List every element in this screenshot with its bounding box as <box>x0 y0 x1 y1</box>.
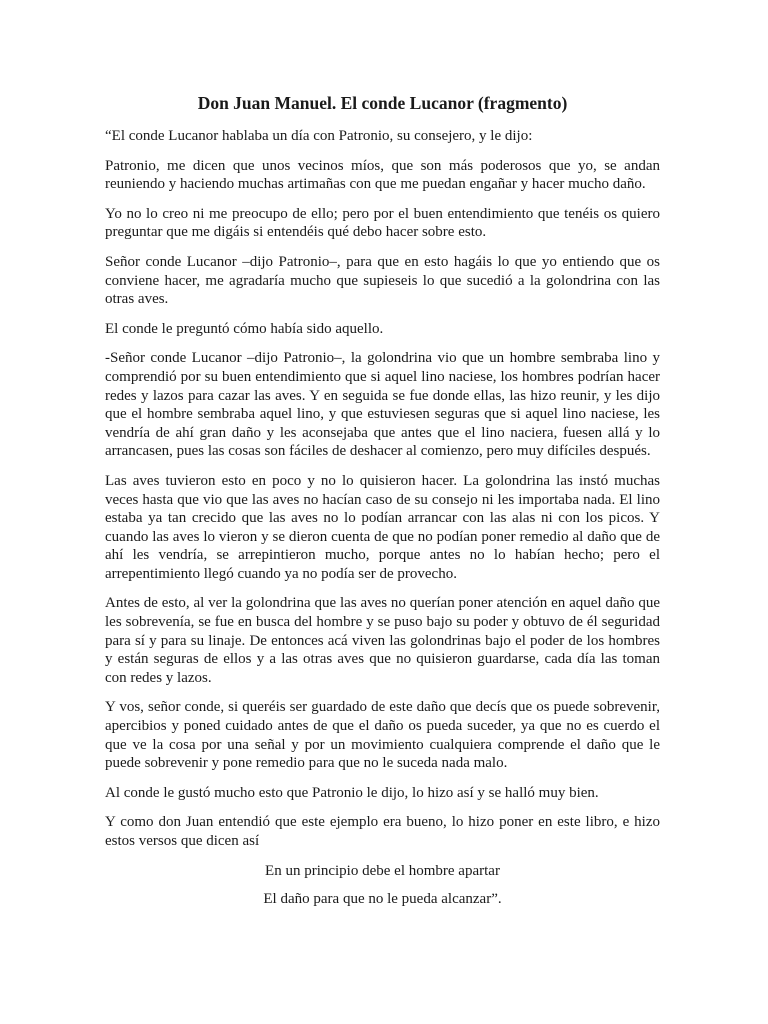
paragraph-8: Antes de esto, al ver la golondrina que las aves no querían poner atención en aquel daño que les sobrevenía, se fue en busca del hombre y se puso bajo su poder y obtuvo de él seguridad para sí y para su linaje. De entonces acá viven las golondrinas bajo el poder de los hombres y están seguras de ellos y a las otras aves que no quisieron guardarse, cada día las toman con redes y lazos. <box>105 595 660 686</box>
paragraph-11: Y como don Juan entendió que este ejemplo era bueno, lo hizo poner en este libro, e hizo estos versos que dicen así <box>105 814 660 849</box>
paragraph-3: Yo no lo creo ni me preocupo de ello; pero por el buen entendimiento que tenéis os quiero preguntar que me digáis si entendéis qué debo hacer sobre esto. <box>105 205 660 241</box>
document-title: Don Juan Manuel. El conde Lucanor (fragmento) <box>197 93 568 113</box>
paragraph-7: Las aves tuvieron esto en poco y no lo quisieron hacer. La golondrina las instó muchas veces hasta que vio que las aves no hacían caso de su consejo ni les importaba nada. El lino estaba ya tan crecido que las aves no lo podían arrancar con las alas ni con los picos. Y cuando las aves lo vieron y se dieron cuenta de que no podían poner remedio al daño que de ahí les vendría, se arrepintieron mucho, porque antes no lo habían hecho; pero el arrepentimiento llegó cuando ya no podía ser de provecho. <box>105 472 660 582</box>
document-page <box>105 0 660 909</box>
paragraph-1: “El conde Lucanor hablaba un día con Patronio, su consejero, y le dijo: <box>105 128 533 144</box>
paragraph-2: Patronio, me dicen que unos vecinos míos, que son más poderosos que yo, se andan reuniendo y haciendo muchas artimañas con que me puedan engañar y hacer mucho daño. <box>105 157 660 193</box>
paragraph-4: Señor conde Lucanor –dijo Patronio–, para que en esto hagáis lo que yo entiendo que os conviene hacer, me agradaría mucho que supieseis lo que sucedió a la golondrina con las otras aves. <box>105 253 660 308</box>
paragraph-9: Y vos, señor conde, si queréis ser guardado de este daño que decís que os puede sobrevenir, apercibios y poned cuidado antes de que el daño os pueda suceder, ya que no es cuerdo el que ve la cosa por una señal y por un movimiento cualquiera comprende el daño que le puede sobrevenir y pone remedio para que no le suceda nada malo. <box>105 699 660 772</box>
paragraph-5: El conde le preguntó cómo había sido aquello. <box>105 320 384 337</box>
verse-line-2: El daño para que no le pueda alcanzar”. <box>263 891 502 908</box>
paragraph-10: Al conde le gustó mucho esto que Patronio le dijo, lo hizo así y se halló muy bien. <box>105 784 599 801</box>
paragraph-6: -Señor conde Lucanor –dijo Patronio–, la golondrina vio que un hombre sembraba lino y comprendió por su buen entendimiento que si aquel lino naciese, los hombres podrían hacer redes y lazos para cazar las aves. Y en seguida se fue donde ellas, las hizo reunir, y les dijo que el hombre sembraba aquel lino, y que estuviesen seguras que si aquel lino naciese, les vendría de ahí gran daño y les aconsejaba que antes que el lino naciera, fuesen allá y lo arrancasen, pues las cosas son fáciles de deshacer al comienzo, pero muy difíciles después. <box>105 350 660 460</box>
verse-line-1: En un principio debe el hombre apartar <box>265 862 500 879</box>
